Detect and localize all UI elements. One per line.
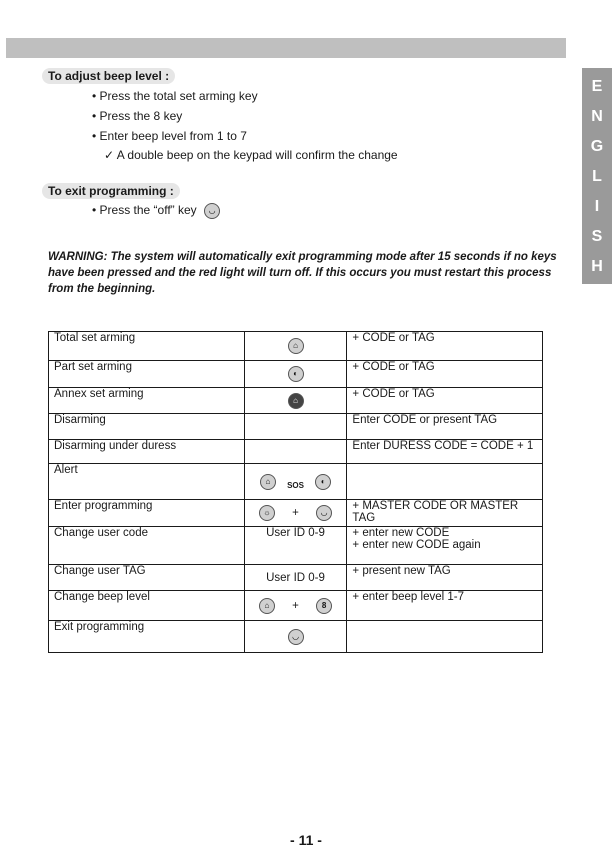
side-letter: I [594,198,600,215]
side-letter: G [590,138,604,155]
side-letter: S [591,228,603,245]
total-arm-key-icon: ⌂ [288,338,304,354]
table-row [49,591,543,621]
beep-confirm: ✓ A double beep on the keypad will confirm the change [104,148,398,162]
table-row [49,565,543,591]
part-arm-key-icon: ◐ [288,366,304,382]
keys-cell [244,464,347,500]
digit-8-key-icon: 8 [316,598,332,614]
language-tab [582,68,612,284]
keys-cell: User ID 0-9 [244,565,347,591]
action-cell: Exit programming [49,621,245,653]
result-cell: + CODE or TAG [347,388,543,414]
table-row [49,464,543,500]
action-cell: Change user code [49,527,245,565]
plus-sign: + [292,507,299,520]
table-row [49,361,543,388]
exit-heading: To exit programming : [42,183,180,199]
keys-cell [244,440,347,464]
result-cell [347,464,543,500]
command-table [48,331,543,653]
plus-sign: + [292,599,299,612]
table-row [49,527,543,565]
side-letter: L [592,168,602,185]
annex-arm-key-icon: ⌂ [288,393,304,409]
keys-cell [244,414,347,440]
keys-cell [244,591,347,621]
action-cell: Total set arming [49,332,245,361]
off-key-icon: ◡ [288,629,304,645]
result-cell: + present new TAG [347,565,543,591]
page-number: - 11 - [290,832,322,848]
action-cell: Change beep level [49,591,245,621]
result-cell: Enter DURESS CODE = CODE + 1 [347,440,543,464]
header-bar [6,38,566,58]
result-cell: + CODE or TAG [347,332,543,361]
table-row [49,500,543,527]
keys-cell [244,500,347,527]
result-cell [347,621,543,653]
beep-step: • Press the total set arming key [92,89,258,103]
beep-heading: To adjust beep level : [42,68,175,84]
off-key-icon: ◡ [316,505,332,521]
exit-step [92,203,220,219]
exit-step-text: • Press the “off” key [92,203,197,218]
result-cell [347,527,543,565]
action-cell: Enter programming [49,500,245,527]
action-cell: Change user TAG [49,565,245,591]
table-row [49,621,543,653]
result-cell: + MASTER CODE OR MASTER TAG [347,500,543,527]
side-letter: N [591,108,603,125]
result-cell: + CODE or TAG [347,361,543,388]
part-arm-key-icon: ◐ [315,474,331,490]
keys-cell [244,361,347,388]
result-line: + enter new CODE [352,527,450,539]
table-row [49,440,543,464]
keys-cell [244,332,347,361]
keys-cell: User ID 0-9 [244,527,347,565]
action-cell: Disarming under duress [49,440,245,464]
total-arm-key-icon: ⌂ [259,598,275,614]
beep-step: • Press the 8 key [92,109,183,123]
action-cell: Alert [49,464,245,500]
keys-cell [244,621,347,653]
warning-text: WARNING: The system will automatically exit programming mode after 15 seconds if no keys have been pressed and the red light will turn off. If this occurs you must restart this process from the beginning. [48,251,557,295]
side-letter: H [591,258,603,275]
action-cell: Disarming [49,414,245,440]
table-row [49,414,543,440]
result-cell: + enter beep level 1-7 [347,591,543,621]
beep-step: • Enter beep level from 1 to 7 [92,129,247,143]
keys-cell [244,388,347,414]
side-letter: E [591,78,603,95]
table-row [49,332,543,361]
total-arm-key-icon: ⌂ [260,474,276,490]
program-key-icon: ☼ [259,505,275,521]
off-key-icon: ◡ [204,203,220,219]
sos-label: SOS [287,480,304,490]
result-line: + enter new CODE again [352,539,481,551]
action-cell: Annex set arming [49,388,245,414]
action-cell: Part set arming [49,361,245,388]
table-row [49,388,543,414]
result-cell: Enter CODE or present TAG [347,414,543,440]
